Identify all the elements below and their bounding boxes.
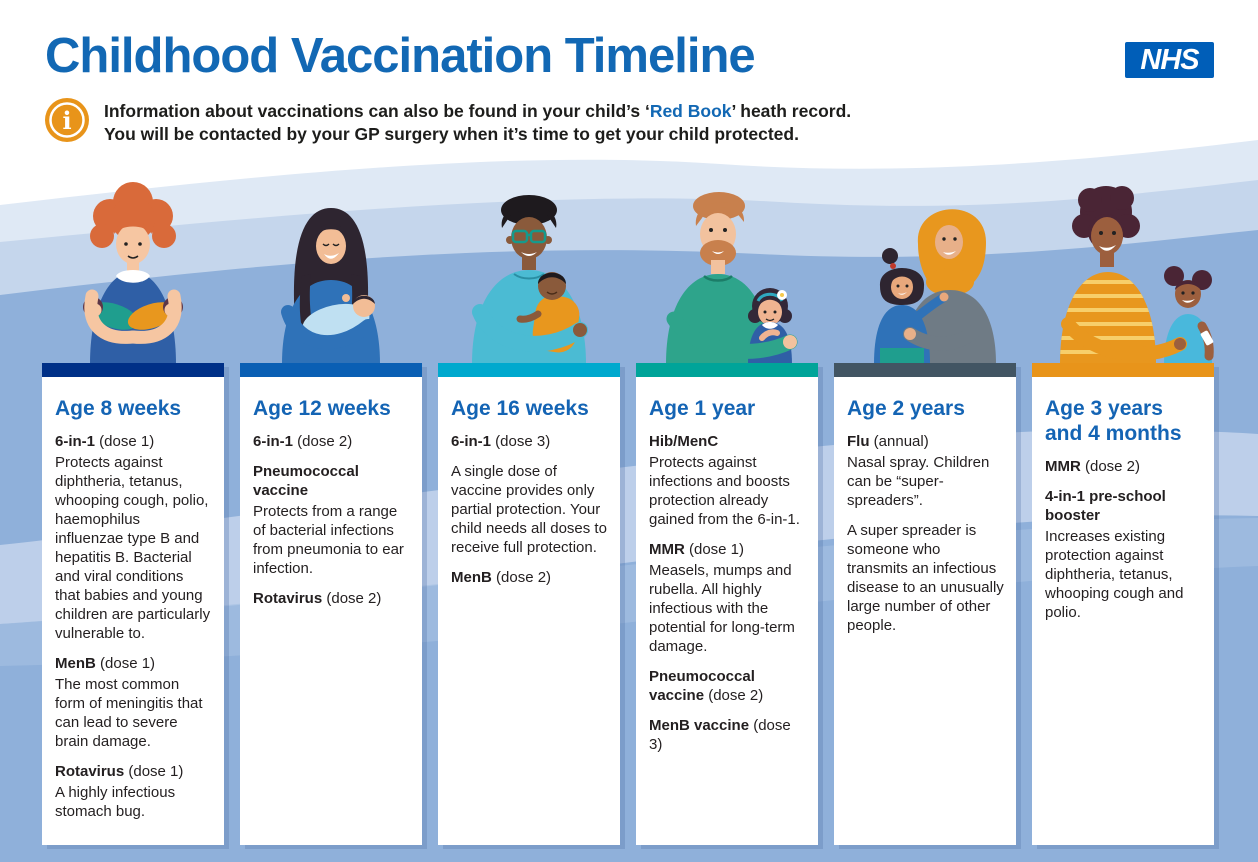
info-text-line2: You will be contacted by your GP surgery when it’s time to get your child protected.	[104, 124, 799, 144]
mother-with-twin-babies-illustration	[38, 164, 228, 364]
vaccine-name	[649, 540, 806, 559]
column-color-bar	[42, 363, 224, 377]
vaccine-name-bold: MMR	[649, 541, 685, 558]
column-age-heading: Age 3 years and 4 months	[1045, 397, 1182, 445]
vaccine-name	[55, 432, 212, 451]
mother-in-hijab-holding-girl-illustration	[830, 164, 1020, 364]
timeline-column-3-years-4-months	[1032, 363, 1214, 845]
timeline-column-1-year	[636, 363, 818, 845]
mother-holding-girl-with-plaster-illustration	[1028, 164, 1218, 364]
column-age-heading: Age 1 year	[649, 397, 756, 420]
vaccine-entry	[847, 432, 1004, 510]
vaccine-name-bold: MenB	[55, 655, 96, 672]
vaccine-entry	[649, 716, 806, 754]
vaccine-entry	[55, 762, 212, 821]
vaccine-name-bold: Rotavirus	[253, 590, 323, 607]
vaccine-name	[1045, 487, 1202, 525]
vaccine-name	[649, 667, 806, 705]
vaccine-dose: (dose 2)	[1080, 458, 1141, 475]
vaccine-name	[451, 432, 608, 451]
timeline-column-8-weeks	[42, 363, 224, 845]
vaccine-description: A single dose of vaccine provides only partial protection. Your child needs all doses to receive full protection.	[451, 463, 607, 556]
page-title: Childhood Vaccination Timeline	[45, 29, 755, 83]
column-color-bar	[1032, 363, 1214, 377]
vaccine-name	[451, 568, 608, 587]
vaccine-entry	[451, 568, 608, 587]
vaccine-name-bold: Rotavirus	[55, 763, 125, 780]
vaccine-dose: (dose 1)	[95, 655, 156, 672]
info-icon	[44, 97, 90, 143]
vaccine-name	[847, 432, 1004, 451]
column-panel	[636, 363, 818, 845]
father-holding-baby-illustration	[434, 164, 624, 364]
column-age-heading: Age 8 weeks	[55, 397, 182, 420]
vaccine-entry	[649, 432, 806, 529]
column-color-bar	[438, 363, 620, 377]
vaccine-dose: (dose 1)	[124, 763, 184, 780]
vaccine-name-bold: MenB vaccine	[649, 717, 750, 734]
timeline-columns	[42, 363, 1214, 845]
info-text-line1-prefix: Information about vaccinations can also be found in your child’s ‘	[104, 101, 650, 121]
column-panel	[438, 363, 620, 845]
column-panel	[240, 363, 422, 845]
vaccine-dose: (dose 2)	[704, 687, 764, 704]
vaccine-dose: (dose 3)	[491, 433, 551, 450]
column-color-bar	[240, 363, 422, 377]
vaccine-entry	[253, 432, 410, 451]
mother-breastfeeding-baby-illustration	[236, 164, 426, 364]
vaccine-entry	[649, 540, 806, 656]
vaccine-description: Measels, mumps and rubella. All highly infectious with the potential for long-term damage.	[649, 562, 795, 655]
column-card	[1032, 377, 1214, 845]
vaccine-name-bold: Pneumococcal vaccine	[649, 668, 755, 704]
vaccine-entry	[1045, 457, 1202, 476]
vaccine-description: Protects against infections and boosts protection already gained from the 6-in-1.	[649, 454, 800, 528]
vaccine-name-bold: 6-in-1	[55, 433, 96, 450]
timeline-column-16-weeks	[438, 363, 620, 845]
vaccine-entry	[451, 432, 608, 451]
vaccine-name-bold: MenB	[451, 569, 492, 586]
vaccine-name	[649, 432, 806, 451]
vaccine-dose: (dose 1)	[684, 541, 745, 558]
vaccine-dose: (dose 2)	[491, 569, 552, 586]
vaccine-name	[1045, 457, 1202, 476]
vaccine-entry	[451, 462, 608, 557]
column-age-heading: Age 12 weeks	[253, 397, 391, 420]
column-age-heading: Age 16 weeks	[451, 397, 589, 420]
vaccine-description: The most common form of meningitis that can lead to severe brain damage.	[55, 676, 203, 750]
vaccine-dose: (dose 2)	[293, 433, 353, 450]
column-age-heading: Age 2 years	[847, 397, 965, 420]
column-card	[438, 377, 620, 845]
column-panel	[42, 363, 224, 845]
column-panel	[1032, 363, 1214, 845]
vaccine-entry	[253, 462, 410, 578]
vaccine-name	[649, 716, 806, 754]
vaccine-description: Nasal spray. Children can be “super-spreaders”.	[847, 454, 990, 509]
vaccine-description: A super spreader is someone who transmits an infectious disease to an unusually large number of other people.	[847, 522, 1004, 634]
timeline-column-12-weeks	[240, 363, 422, 845]
vaccine-description: Protects against diphtheria, tetanus, whooping cough, polio, haemophilus influenzae type B and hepatitis B. Bacterial and viral conditions that babies and young children are particularly vulnerable to.	[55, 454, 211, 642]
vaccine-name	[253, 589, 410, 608]
vaccine-description: Protects from a range of bacterial infections from pneumonia to ear infection.	[253, 503, 404, 577]
column-panel	[834, 363, 1016, 845]
vaccine-entry	[55, 432, 212, 643]
vaccine-name-bold: Hib/MenC	[649, 433, 719, 450]
vaccine-name-bold: 6-in-1	[253, 433, 294, 450]
father-holding-toddler-girl-illustration	[632, 164, 822, 364]
vaccine-description: A highly infectious stomach bug.	[55, 784, 176, 820]
vaccine-name	[253, 462, 410, 500]
info-note	[44, 97, 851, 146]
info-text-line1-suffix: ’ heath record.	[731, 101, 852, 121]
vaccine-name-bold: 6-in-1	[451, 433, 492, 450]
vaccine-name	[253, 432, 410, 451]
column-card	[636, 377, 818, 845]
column-color-bar	[636, 363, 818, 377]
column-card	[834, 377, 1016, 845]
vaccine-name	[55, 762, 212, 781]
column-card	[240, 377, 422, 845]
nhs-logo: NHS	[1125, 42, 1214, 78]
column-card	[42, 377, 224, 845]
red-book-link[interactable]: Red Book	[649, 101, 732, 121]
vaccine-name-bold: 4-in-1 pre-school booster	[1045, 488, 1166, 524]
vaccine-name-bold: Pneumococcal vaccine	[253, 463, 359, 499]
vaccine-entry	[649, 667, 806, 705]
vaccine-dose: (dose 1)	[95, 433, 155, 450]
vaccine-entry	[1045, 487, 1202, 622]
svg-text:i: i	[62, 106, 72, 135]
vaccine-name-bold: Flu	[847, 433, 870, 450]
vaccine-entry	[847, 521, 1004, 635]
column-color-bar	[834, 363, 1016, 377]
vaccine-entry	[55, 654, 212, 751]
vaccine-name	[55, 654, 212, 673]
vaccine-dose: (dose 2)	[322, 590, 382, 607]
vaccine-name-bold: MMR	[1045, 458, 1081, 475]
timeline-column-2-years	[834, 363, 1016, 845]
vaccine-dose: (dose 3)	[649, 717, 791, 753]
vaccine-dose: (annual)	[869, 433, 929, 450]
vaccine-description: Increases existing protection against diphtheria, tetanus, whooping cough and polio.	[1045, 528, 1184, 621]
vaccine-entry	[253, 589, 410, 608]
info-note-text	[104, 97, 851, 146]
